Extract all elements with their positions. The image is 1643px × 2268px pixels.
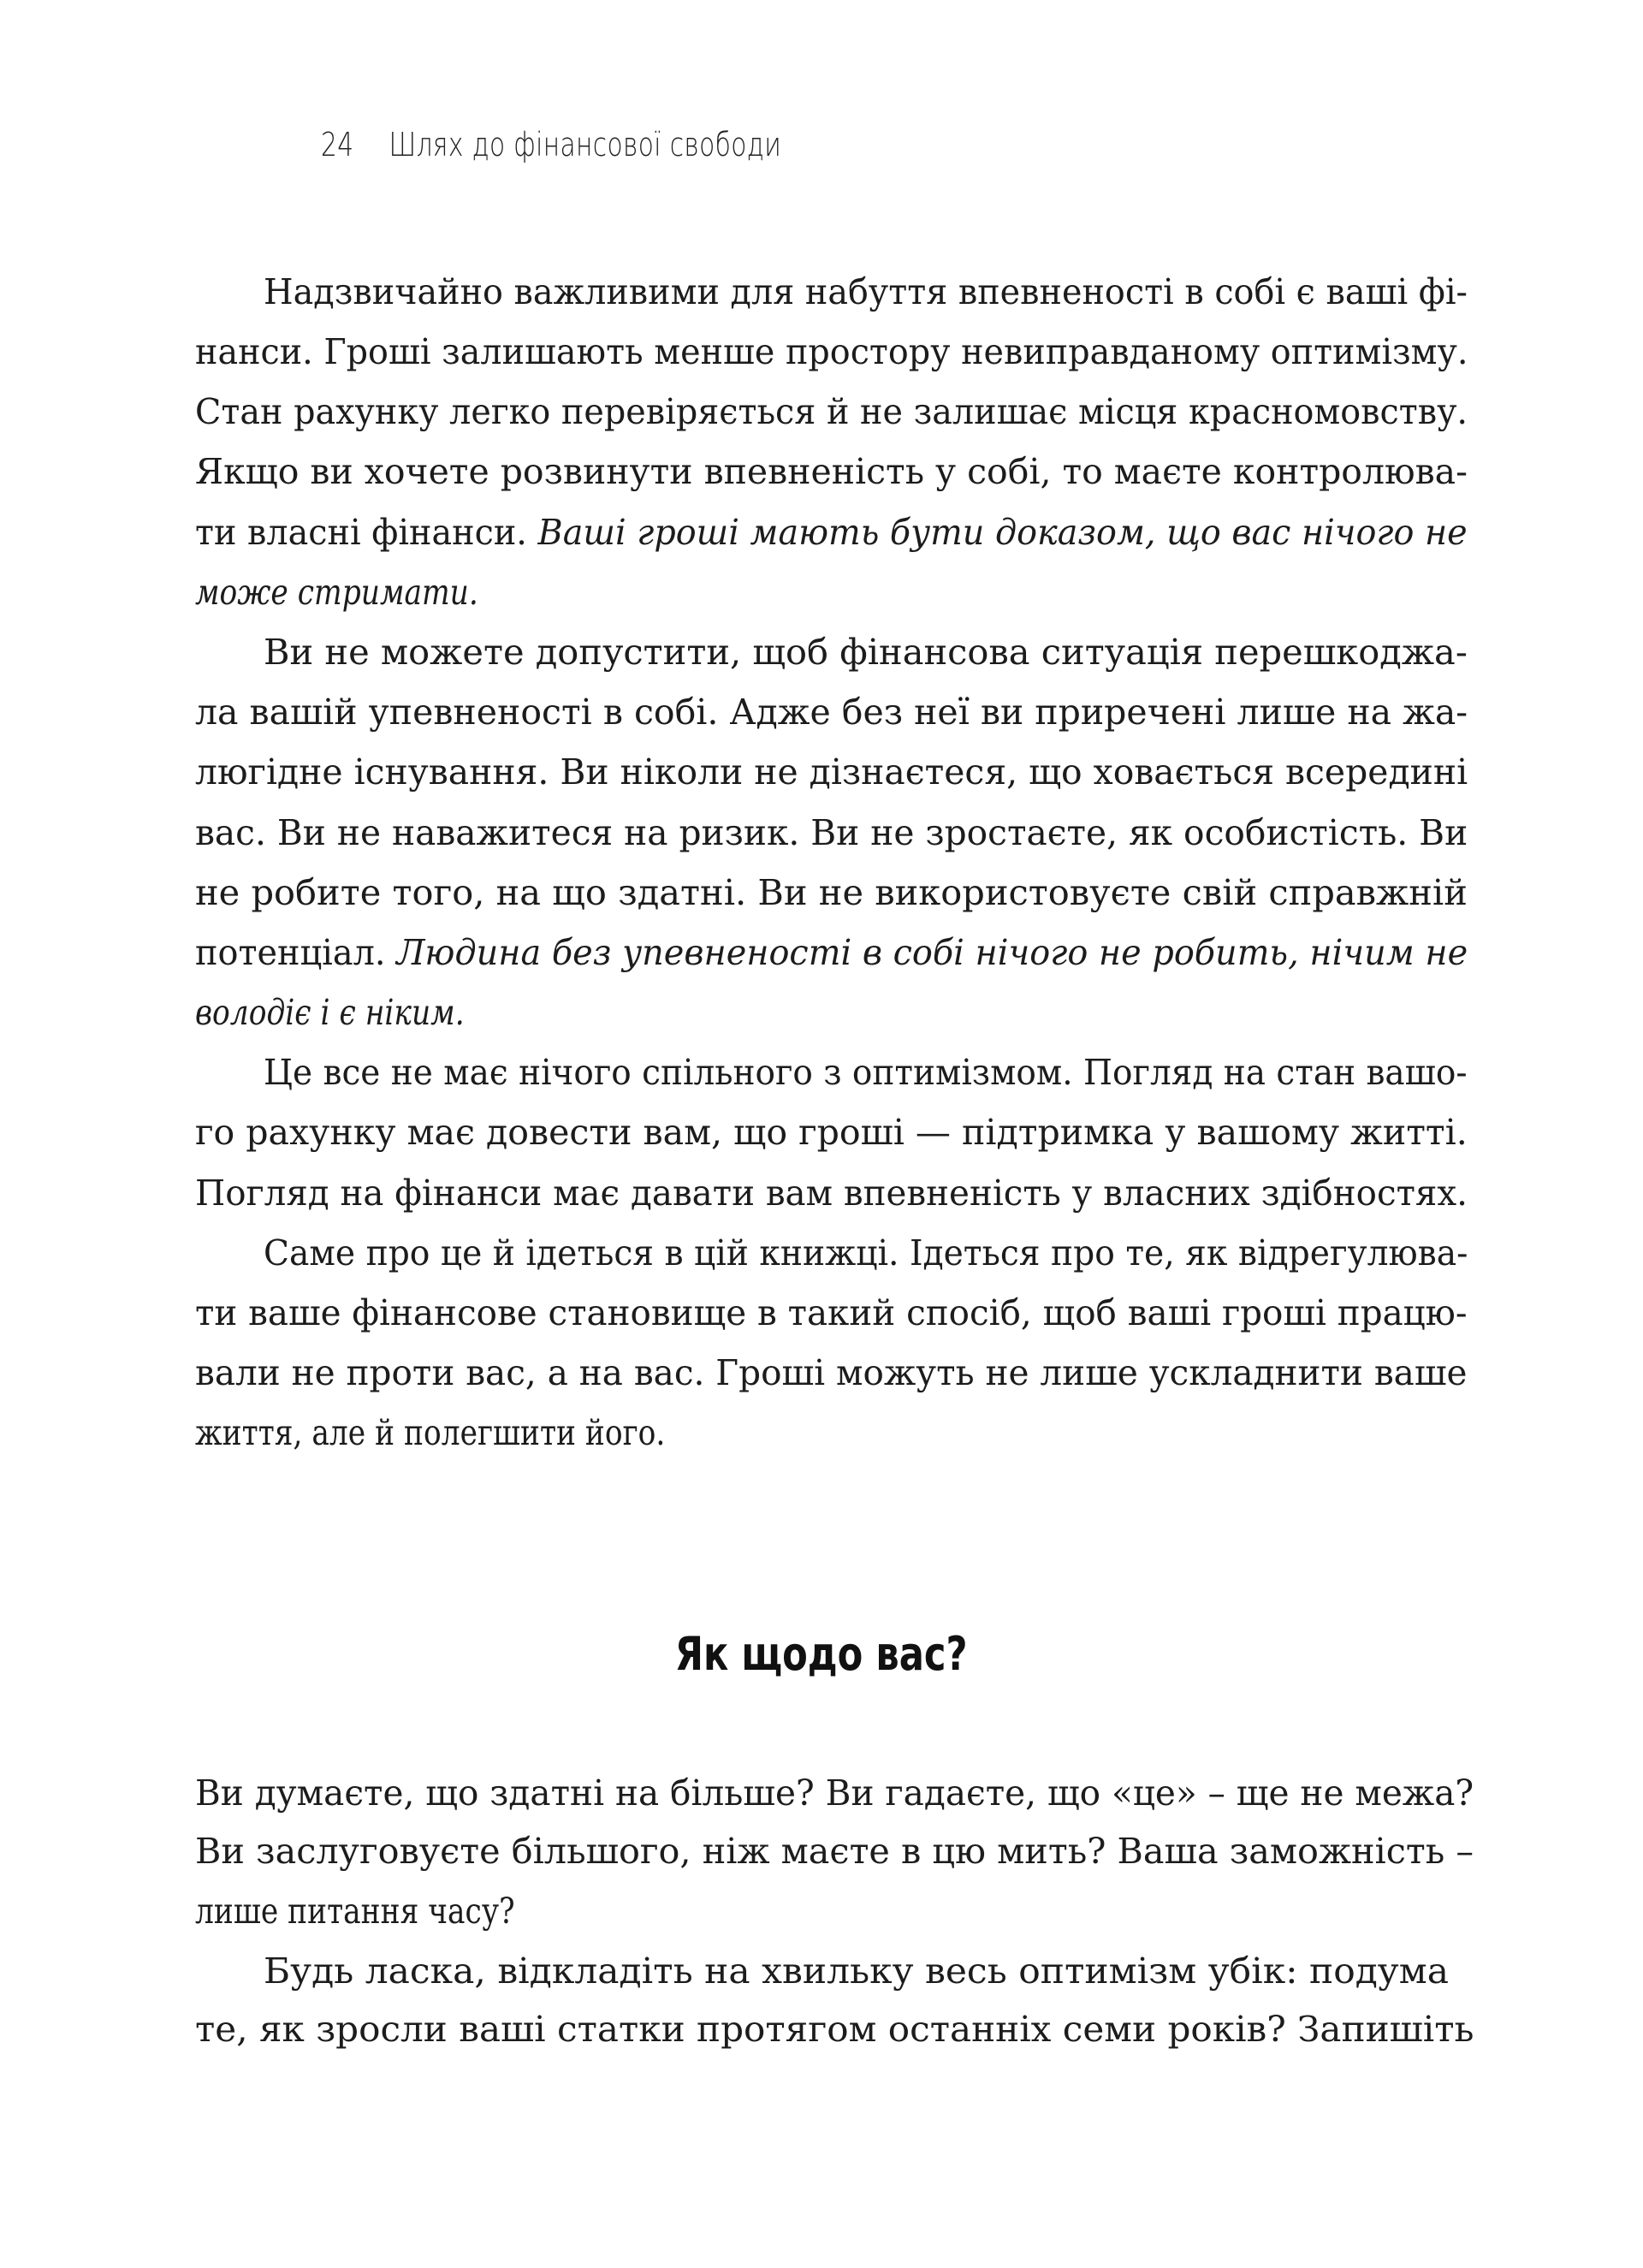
- text-line: [264, 262, 1468, 322]
- text-line: [195, 742, 1468, 802]
- text-run: нанси. Гроші залишають менше простору невиправданому оптимізму.: [195, 331, 1468, 372]
- italic-text: може стримати.: [195, 572, 478, 613]
- text-line: [195, 1881, 515, 1941]
- text-run: те, як зросли ваші статки протягом останніх семи років? Запишіть: [195, 2009, 1474, 2050]
- text-run: лише питання часу?: [195, 1891, 515, 1932]
- text-run: не робите того, на що здатні. Ви не використовуєте свій справжній: [195, 872, 1468, 913]
- text-run: Будь ласка, відкладіть на хвильку весь оптимізм убік: подума: [264, 1950, 1449, 1992]
- text-run: го рахунку має довести вам, що гроші — підтримка у вашому житті.: [195, 1112, 1468, 1153]
- text-line: [195, 322, 1468, 382]
- text-run: Це все не має нічого спільного з оптимізмом. Погляд на стан вашо-: [264, 1052, 1468, 1093]
- text-line: [195, 983, 465, 1042]
- text-line: [195, 562, 478, 622]
- text-run: ла вашій упевненості в собі. Адже без неї ви приречені лише на жа-: [195, 692, 1468, 733]
- text-run: ти ваше фінансове становище в такий спосіб, щоб ваші гроші працю-: [195, 1292, 1468, 1333]
- text-run: Надзвичайно важливими для набуття впевненості в собі є ваші фі-: [264, 271, 1468, 312]
- text-line: [195, 1403, 665, 1463]
- text-line: [195, 803, 1468, 863]
- text-line: [195, 502, 1468, 562]
- text-run: Погляд на фінанси має давати вам впевненість у власних здібностях.: [195, 1173, 1468, 1214]
- section-heading-text: Як щодо вас?: [675, 1627, 968, 1681]
- text-run: Стан рахунку легко перевіряється й не залишає місця красномовству.: [195, 391, 1468, 432]
- text-run: життя, але й полегшити його.: [195, 1412, 666, 1453]
- text-run: Саме про це й ідеться в цій книжці. Ідеться про те, як відрегулюва-: [264, 1232, 1468, 1274]
- text-run: люгідне існування. Ви ніколи не дізнаєтеся, що ховається всередині: [195, 751, 1468, 793]
- page-header: [321, 126, 781, 169]
- text-line: [195, 923, 1468, 983]
- text-line: [195, 1283, 1468, 1343]
- text-line: [264, 622, 1468, 682]
- text-line: [264, 1941, 1449, 2001]
- text-run: ти власні фінанси.: [195, 512, 538, 553]
- text-run: Ви заслуговуєте більшого, ніж маєте в цю мить? Ваша заможність –: [195, 1831, 1474, 1872]
- page-number: 24: [321, 126, 354, 163]
- section-heading: [0, 1624, 1643, 1684]
- text-line: [195, 1763, 1474, 1823]
- text-run: вали не проти вас, а на вас. Гроші можуть не лише ускладнити ваше: [195, 1352, 1468, 1393]
- text-line: [195, 1821, 1474, 1881]
- text-line: [264, 1223, 1468, 1283]
- text-line: [195, 1163, 1468, 1223]
- text-run: потенціал.: [195, 932, 397, 973]
- text-line: [195, 1102, 1468, 1162]
- text-line: [264, 1042, 1468, 1102]
- italic-text: володіє і є ніким.: [195, 992, 465, 1033]
- text-run: Якщо ви хочете розвинути впевненість у собі, то маєте контролюва-: [195, 451, 1468, 492]
- text-line: [195, 1999, 1474, 2059]
- italic-text: Людина без упевненості в собі нічого не робить, нічим не: [396, 932, 1468, 973]
- text-line: [195, 863, 1468, 923]
- text-line: [195, 442, 1468, 502]
- text-line: [195, 382, 1468, 442]
- text-run: Ви думаєте, що здатні на більше? Ви гадаєте, що «це» – ще не межа?: [195, 1772, 1474, 1814]
- text-run: вас. Ви не наважитеся на ризик. Ви не зростаєте, як особистість. Ви: [195, 812, 1468, 853]
- text-line: [195, 682, 1468, 742]
- italic-text: Ваші гроші мають бути доказом, що вас нічого не: [537, 512, 1468, 553]
- running-title: Шлях до фінансової свободи: [389, 126, 782, 163]
- text-run: Ви не можете допустити, щоб фінансова ситуація перешкоджа-: [264, 632, 1468, 673]
- text-line: [195, 1343, 1468, 1403]
